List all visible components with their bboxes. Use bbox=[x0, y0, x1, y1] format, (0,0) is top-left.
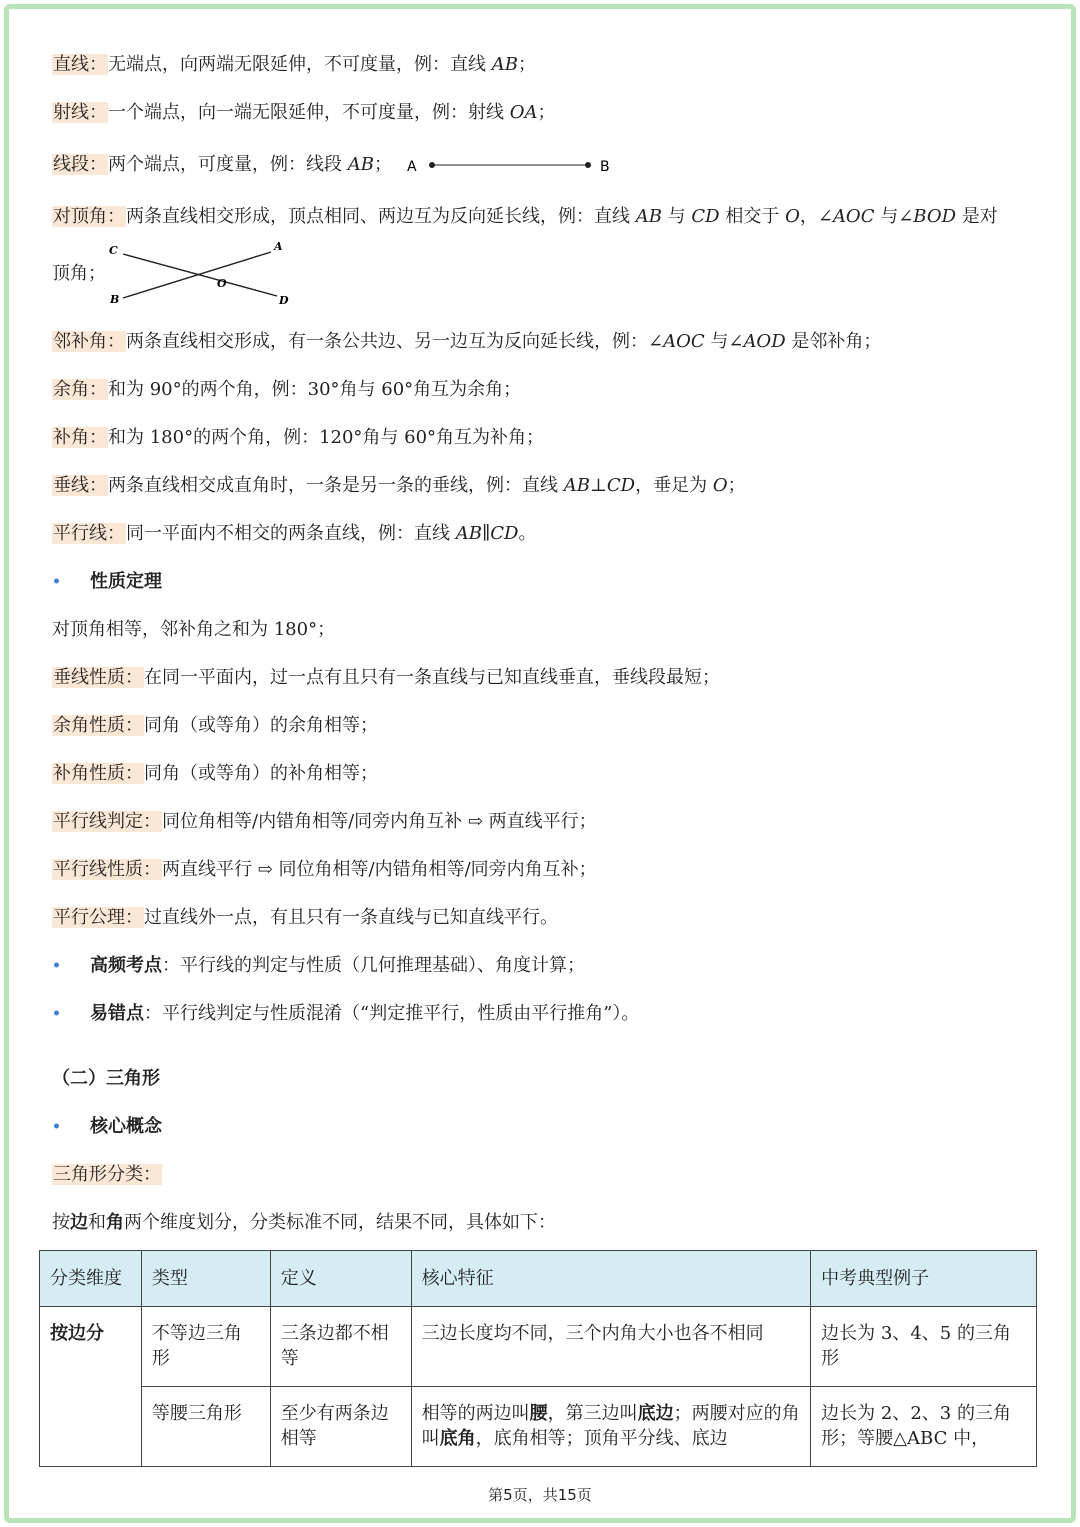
core-heading: 核心概念 bbox=[90, 1116, 162, 1137]
prop-supplementary: 补角性质：同角（或等角）的补角相等； bbox=[53, 763, 378, 784]
table-cell: 至少有两条边相等 bbox=[270, 1387, 411, 1467]
segment-label-b: B bbox=[600, 159, 610, 175]
crossing-lines-figure bbox=[107, 238, 297, 310]
triangle-classification-table bbox=[39, 1250, 1037, 1467]
def-line: 直线：无端点，向两端无限延伸，不可度量，例：直线 AB； bbox=[53, 54, 536, 75]
table-row bbox=[40, 1387, 1037, 1467]
segment-endpoint-b bbox=[585, 162, 591, 168]
segment-figure bbox=[402, 150, 622, 180]
table-cell: 相等的两边叫腰，第三边叫底边；两腰对应的角叫底角，底角相等；顶角平分线、底边 bbox=[411, 1387, 811, 1467]
def-parallel: 平行线：同一平面内不相交的两条直线，例：直线 AB∥CD。 bbox=[53, 523, 537, 544]
prop-perpendicular: 垂线性质：在同一平面内，过一点有且只有一条直线与已知直线垂直，垂线段最短； bbox=[53, 667, 720, 688]
props-heading: 性质定理 bbox=[90, 571, 162, 592]
line-cd bbox=[123, 254, 277, 296]
props-line: 对顶角相等，邻补角之和为 180°； bbox=[52, 619, 336, 640]
term-segment: 线段： bbox=[53, 154, 107, 175]
term-perpendicular: 垂线： bbox=[53, 475, 107, 496]
table-header-row bbox=[40, 1251, 1037, 1307]
term-vertical-angles: 对顶角： bbox=[53, 206, 125, 227]
hot-points-label: 高频考点 bbox=[90, 955, 162, 976]
segment-label-a: A bbox=[407, 159, 417, 175]
table-header: 分类维度 bbox=[40, 1251, 142, 1307]
prop-parallel-test: 平行线判定：同位角相等/内错角相等/同旁内角互补 ⇨ 两直线平行； bbox=[53, 811, 597, 832]
table-cell-dimension: 按边分 bbox=[40, 1307, 142, 1467]
prop-parallel-property: 平行线性质：两直线平行 ⇨ 同位角相等/内错角相等/同旁内角互补； bbox=[53, 859, 597, 880]
def-adjacent-angles: 邻补角：两条直线相交形成，有一条公共边、另一边互为反向延长线，例：∠AOC 与∠AOD 是邻补角； bbox=[53, 331, 882, 352]
term-supplementary: 补角： bbox=[53, 427, 107, 448]
table-cell: 三条边都不相等 bbox=[270, 1307, 411, 1387]
term-line: 直线： bbox=[53, 54, 107, 75]
vertical-angles-cont: 顶角； bbox=[52, 263, 106, 284]
svg-text:O: O bbox=[217, 277, 227, 290]
svg-text:C: C bbox=[109, 244, 118, 257]
table-cell: 边长为 2、2、3 的三角形；等腰△ABC 中， bbox=[811, 1387, 1037, 1467]
term-adjacent-angles: 邻补角： bbox=[53, 331, 125, 352]
table-cell: 边长为 3、4、5 的三角形 bbox=[811, 1307, 1037, 1387]
table-header: 核心特征 bbox=[411, 1251, 811, 1307]
bullet-icon: • bbox=[52, 1006, 61, 1022]
table-header: 类型 bbox=[141, 1251, 270, 1307]
def-supplementary: 补角：和为 180°的两个角，例：120°角与 60°角互为补角； bbox=[53, 427, 545, 448]
table-cell: 等腰三角形 bbox=[141, 1387, 270, 1467]
table-header: 定义 bbox=[270, 1251, 411, 1307]
def-complementary: 余角：和为 90°的两个角，例：30°角与 60°角互为余角； bbox=[53, 379, 522, 400]
page-footer: 第5页，共15页 bbox=[488, 1486, 592, 1504]
bullet-icon: • bbox=[52, 1119, 61, 1135]
term-complementary: 余角： bbox=[53, 379, 107, 400]
table-row bbox=[40, 1307, 1037, 1387]
table-header: 中考典型例子 bbox=[811, 1251, 1037, 1307]
def-ray: 射线：一个端点，向一端无限延伸，不可度量，例：射线 OA； bbox=[53, 102, 556, 123]
svg-text:A: A bbox=[274, 240, 283, 253]
prop-complementary: 余角性质：同角（或等角）的余角相等； bbox=[53, 715, 378, 736]
def-perpendicular: 垂线：两条直线相交成直角时，一条是另一条的垂线，例：直线 AB⊥CD，垂足为 O； bbox=[53, 475, 746, 496]
section-heading-triangle: （二）三角形 bbox=[52, 1068, 160, 1089]
bullet-icon: • bbox=[52, 958, 61, 974]
bullet-icon: • bbox=[52, 574, 61, 590]
line-ab bbox=[123, 252, 271, 298]
svg-text:B: B bbox=[110, 293, 120, 306]
def-vertical-angles: 对顶角：两条直线相交形成，顶点相同、两边互为反向延长线，例：直线 AB 与 CD 相交于 O，∠AOC 与∠BOD 是对 bbox=[53, 206, 998, 227]
classification-intro: 按边和角两个维度划分，分类标准不同，结果不同，具体如下： bbox=[52, 1212, 556, 1233]
triangle-classification: 三角形分类： bbox=[53, 1164, 161, 1185]
table-cell: 不等边三角形 bbox=[141, 1307, 270, 1387]
table-cell: 三边长度均不同，三个内角大小也各不相同 bbox=[411, 1307, 811, 1387]
prop-parallel-axiom: 平行公理：过直线外一点，有且只有一条直线与已知直线平行。 bbox=[53, 907, 558, 928]
term-ray: 射线： bbox=[53, 102, 107, 123]
term-parallel: 平行线： bbox=[53, 523, 125, 544]
svg-text:D: D bbox=[279, 294, 289, 307]
error-points-label: 易错点 bbox=[90, 1003, 144, 1024]
def-segment: 线段：两个端点，可度量，例：线段 AB； bbox=[53, 154, 392, 175]
